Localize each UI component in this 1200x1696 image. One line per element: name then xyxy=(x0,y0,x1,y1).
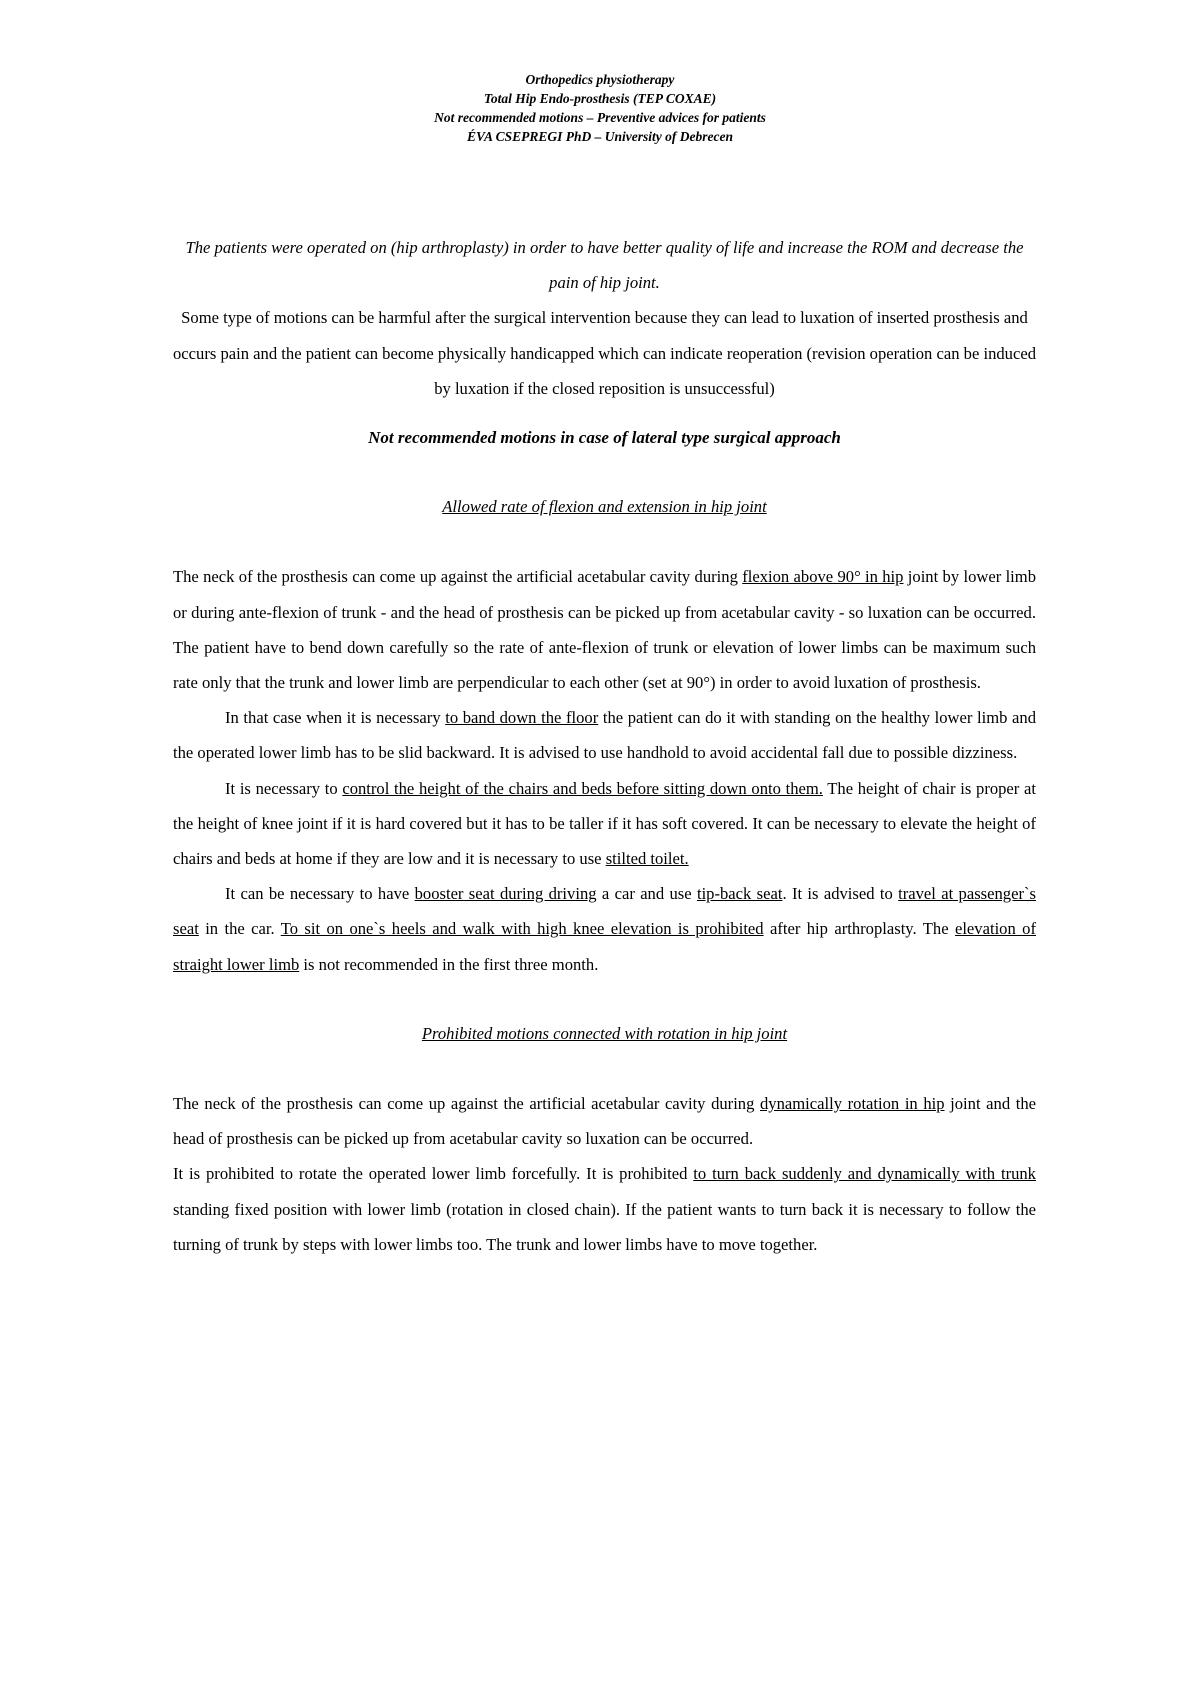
underlined-text: to band down the floor xyxy=(445,708,599,728)
underlined-text: control the height of the chairs and beds before sitting down onto them. xyxy=(342,778,823,798)
text-run: The height of chair is proper at the height of knee joint if it is hard covered but it has to be taller if it has soft covered. It can be necessary to elevate the height of chairs and beds at home if they are low and it is necessary to use xyxy=(173,778,1036,869)
text-run: in the car. xyxy=(198,919,281,939)
intro-italic-paragraph: The patients were operated on (hip arthroplasty) in order to have better quality of life and increase the ROM and decrease the pain of hip joint. xyxy=(185,238,1024,293)
text-run: joint and the head of prosthesis can be picked up from acetabular cavity so luxation can be occurred. xyxy=(173,1094,1036,1149)
underlined-text: travel at passenger`s seat xyxy=(173,884,1036,939)
underlined-text: to turn back suddenly and dynamically with trunk xyxy=(693,1164,1036,1184)
underlined-text: tip-back seat xyxy=(696,884,783,904)
document-header xyxy=(0,70,1200,146)
underlined-text: dynamically rotation in hip xyxy=(760,1094,945,1114)
subsection-title-flexion: Allowed rate of flexion and extension in hip joint xyxy=(442,497,767,517)
underlined-text: To sit on one`s heels and walk with high knee elevation is prohibited xyxy=(280,919,764,939)
text-run: The neck of the prosthesis can come up against the artificial acetabular cavity during xyxy=(173,1094,760,1114)
paragraph-rotation-1 xyxy=(173,1086,1036,1156)
header-line-4: ÉVA CSEPREGI PhD – University of Debrecen xyxy=(466,129,733,144)
header-line-3: Not recommended motions – Preventive advices for patients xyxy=(434,110,766,125)
text-run: The neck of the prosthesis can come up against the artificial acetabular cavity during xyxy=(173,567,743,587)
text-run: standing fixed position with lower limb (rotation in closed chain). If the patient wants to turn back it is necessary to follow the turning of trunk by steps with lower limbs too. The trunk and lower limbs have to move together. xyxy=(173,1199,1036,1254)
paragraph-flexion-4 xyxy=(173,876,1036,982)
header-line-1: Orthopedics physiotherapy xyxy=(525,72,675,87)
text-run: . It is advised to xyxy=(782,884,899,904)
underlined-text: stilted toilet. xyxy=(605,849,689,869)
paragraph-flexion-2 xyxy=(173,700,1036,770)
underlined-text: booster seat during driving xyxy=(414,884,597,904)
header-line-2: Total Hip Endo-prosthesis (TEP COXAE) xyxy=(483,91,717,106)
underlined-text: flexion above 90° in hip xyxy=(742,567,904,587)
text-run: It is necessary to xyxy=(225,778,343,798)
underlined-text: elevation of straight lower limb xyxy=(173,919,1036,974)
text-run: is not recommended in the first three month. xyxy=(299,954,599,974)
text-run: It can be necessary to have xyxy=(225,884,415,904)
text-run: the patient can do it with standing on the healthy lower limb and the operated lower limb has to be slid backward. It is advised to use handhold to avoid accidental fall due to possible dizziness. xyxy=(173,708,1036,763)
paragraph-flexion-1 xyxy=(173,559,1036,700)
text-run: after hip arthroplasty. The xyxy=(763,919,955,939)
paragraph-rotation-2 xyxy=(173,1156,1036,1262)
paragraph-flexion-3 xyxy=(173,771,1036,877)
text-run: joint by lower limb or during ante-flexion of trunk - and the head of prosthesis can be picked up from acetabular cavity - so luxation can be occurred. The patient have to bend down carefully so the rate of ante-flexion of trunk or elevation of lower limbs can be maximum such rate only that the trunk and lower limb are perpendicular to each other (set at 90°) in order to avoid luxation of prosthesis. xyxy=(173,567,1036,693)
text-run: It is prohibited to rotate the operated lower limb forcefully. It is prohibited xyxy=(173,1164,694,1184)
text-run: In that case when it is necessary xyxy=(225,708,446,728)
document-body xyxy=(173,230,1036,1262)
intro-paragraph: Some type of motions can be harmful after the surgical intervention because they can lead to luxation of inserted prosthesis and occurs pain and the patient can become physically handicapped which can indicate reoperation (revision operation can be induced by luxation if the closed reposition is unsuccessful) xyxy=(173,308,1036,398)
text-run: a car and use xyxy=(596,884,697,904)
section-title: Not recommended motions in case of lateral type surgical approach xyxy=(368,428,841,448)
subsection-title-rotation: Prohibited motions connected with rotation in hip joint xyxy=(421,1023,788,1043)
